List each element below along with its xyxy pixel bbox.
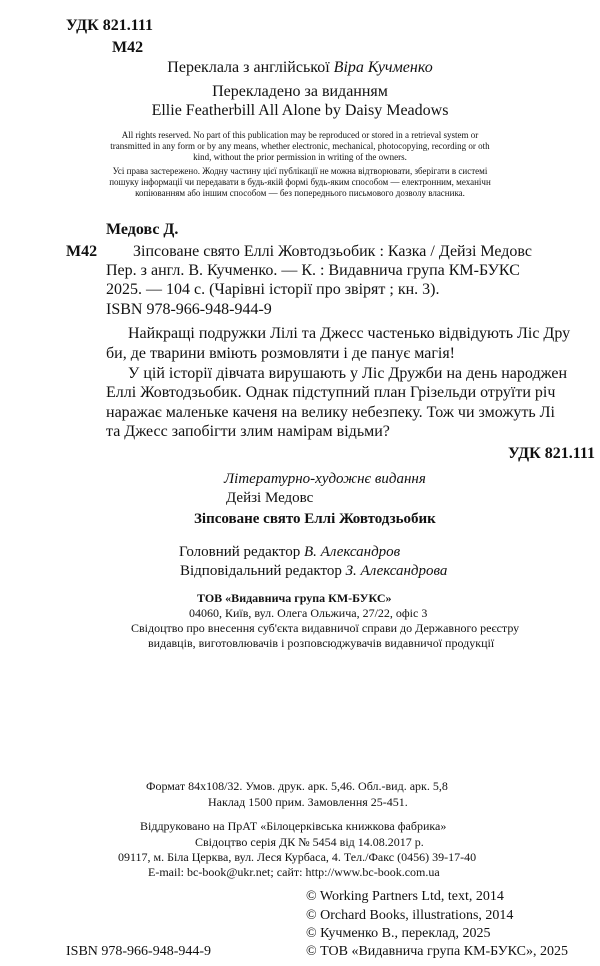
publisher-certificate: Свідоцтво про внесення суб'єкта видавничої справи до Державного реєстру xyxy=(131,621,520,635)
printer-line: Віддруковано на ПрАТ «Білоцерківська книжкова фабрика» xyxy=(140,819,447,833)
original-title: Ellie Featherbill All Alone by Daisy Meadows xyxy=(151,102,449,119)
printer-contacts xyxy=(148,866,440,878)
chief-editor xyxy=(179,545,400,560)
print-info: Наклад 1500 прим. Замовлення 25-451. xyxy=(208,795,408,809)
resp-editor-label: Відповідальний редактор xyxy=(180,563,342,579)
publisher-certificate: видавців, виготовлювачів і розповсюджувачів видавничої продукції xyxy=(148,636,495,650)
translator-prefix: Переклала з англійської xyxy=(167,59,334,76)
annotation-line: У цій історії дівчата вирушають у Ліс Дружби на день народжен xyxy=(128,365,568,382)
udk-code-top: M42 xyxy=(112,39,144,56)
chief-editor-name: В. Александров xyxy=(304,544,401,560)
edition-title: Перекладено за виданням xyxy=(212,83,388,100)
copyright-line: © Orchard Books, illustrations, 2014 xyxy=(306,908,514,923)
copyright-line: © ТОВ «Видавнича група КМ-БУКС», 2025 xyxy=(306,944,568,959)
printer-line: Свідоцтво серія ДК № 5454 від 14.08.2017 р. xyxy=(195,835,424,849)
rights-uk-line: копіюванням або іншим способом — без попереднього письмового дозволу власника. xyxy=(135,188,465,198)
print-info: Формат 84х108/32. Умов. друк. арк. 5,46. Обл.-вид. арк. 5,8 xyxy=(146,779,448,793)
isbn-bottom: ISBN 978-966-948-944-9 xyxy=(66,944,212,959)
email-link[interactable]: bc-book@ukr.net xyxy=(187,865,271,879)
translator-line xyxy=(0,60,600,76)
translator-name: Віра Кучменко xyxy=(333,59,433,76)
catalog-isbn: ISBN 978-966-948-944-9 xyxy=(106,301,272,318)
udk-top: УДК 821.111 xyxy=(66,17,153,34)
printer-line: 09117, м. Біла Церква, вул. Леся Курбаса, 4. Тел./Факс (0456) 39-17-40 xyxy=(118,850,477,864)
site-link[interactable]: http://www.bc-book.com.ua xyxy=(305,865,440,879)
rights-en-line: transmitted in any form or by any means, whether electronic, mechanical, photocopying, recording or oth xyxy=(110,141,490,151)
genre: Літературно-художнє видання xyxy=(224,471,426,487)
annotation-line: наражає маленьке каченя на велику небезпеку. Тож чи зможуть Лі xyxy=(106,404,555,421)
site-label: ; сайт: xyxy=(270,865,303,879)
rights-en-line: kind, without the prior permission in writing of the owners. xyxy=(193,152,407,162)
chief-editor-label: Головний редактор xyxy=(179,544,301,560)
resp-editor xyxy=(180,564,447,579)
catalog-line: Пер. з англ. В. Кучменко. — К. : Видавнича група КМ-БУКС xyxy=(106,262,520,279)
email-label: E-mail: xyxy=(148,865,184,879)
catalog-line: Зіпсоване свято Еллі Жовтодзьобик : Казка / Дейзі Медовс xyxy=(133,243,532,260)
catalog-author: Медовс Д. xyxy=(106,221,179,238)
catalog-udk: УДК 821.111 xyxy=(508,445,595,462)
copyright-line: © Working Partners Ltd, text, 2014 xyxy=(306,889,504,904)
rights-en-line: All rights reserved. No part of this publication may be reproduced or stored in a retrieval system or xyxy=(121,130,479,140)
rights-uk-line: Усі права застережено. Жодну частину цієї публікації не можна відтворювати, зберігати в системі xyxy=(112,166,488,176)
annotation-line: би, де тварини вміють розмовляти і де панує магія! xyxy=(106,345,456,362)
publisher-name: ТОВ «Видавнича група КМ-БУКС» xyxy=(197,591,392,605)
annotation-line: Найкращі подружки Лілі та Джесс частенько відвідують Ліс Дру xyxy=(128,325,571,342)
catalog-code: M42 xyxy=(66,243,98,260)
rights-uk-line: пошуку інформації чи передавати в будь-якій формі будь-яким способом — електронним, механічн xyxy=(109,177,491,187)
annotation-line: Еллі Жовтодзьобик. Однак підступний план Грізельди отруїти річ xyxy=(106,384,556,401)
resp-editor-name: З. Александрова xyxy=(345,563,448,579)
annotation-line: та Джесс запобігти злим намірам відьми? xyxy=(106,423,390,440)
book-title: Зіпсоване свято Еллі Жовтодзьобик xyxy=(194,511,436,527)
catalog-line: 2025. — 104 с. (Чарівні історії про звірят ; кн. 3). xyxy=(106,281,440,298)
copyright-line: © Кучменко В., переклад, 2025 xyxy=(306,926,491,941)
book-author: Дейзі Медовс xyxy=(226,490,314,506)
publisher-address: 04060, Київ, вул. Олега Ольжича, 27/22, офіс 3 xyxy=(189,606,428,620)
